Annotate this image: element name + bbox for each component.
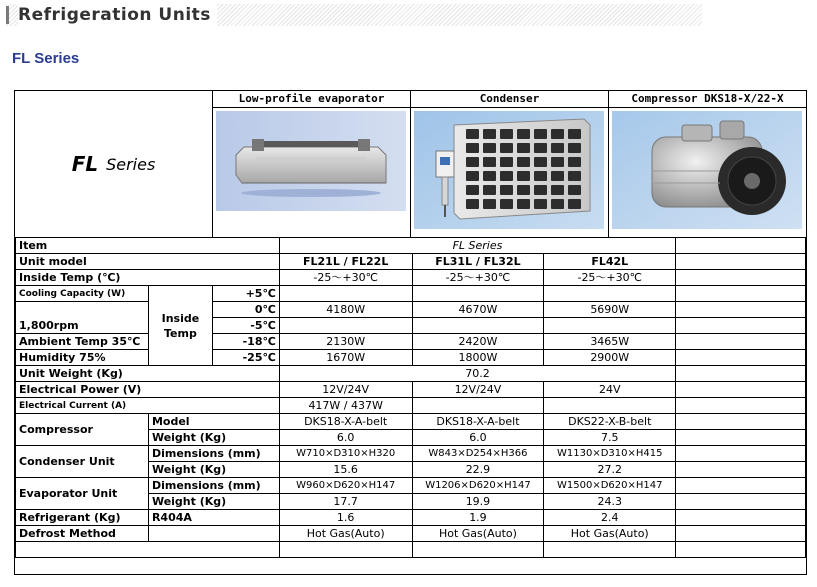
capacity-cell: 1800W	[412, 350, 544, 366]
refrigerant-cell: 1.9	[412, 510, 544, 526]
compressor-column	[609, 91, 806, 237]
compressor-weight-cell: 6.0	[279, 430, 412, 446]
inside-temp-group-label: Inside Temp	[148, 286, 212, 366]
inside-temp-cell: -25～+30℃	[412, 270, 544, 286]
empty-cell	[544, 318, 676, 334]
defrost-cell: Hot Gas(Auto)	[279, 526, 412, 542]
table-row	[16, 446, 806, 462]
power-cell: 12V/24V	[412, 382, 544, 398]
condenser-dims-cell: W843×D254×H366	[412, 446, 544, 462]
condenser-label: Condenser Unit	[16, 446, 149, 478]
series-name-cell	[15, 91, 213, 237]
table-row	[16, 414, 806, 430]
weight-sub-label: Weight (Kg)	[148, 494, 279, 510]
compressor-model-cell: DKS18-X-A-belt	[412, 414, 544, 430]
ambient-label: Ambient Temp 35℃	[16, 334, 149, 350]
cooling-capacity-label: Cooling Capacity (W)	[16, 286, 149, 302]
empty-cell	[676, 254, 806, 270]
compressor-caption: Compressor DKS18-X/22-X	[609, 91, 806, 108]
page-title: Refrigeration Units	[18, 4, 217, 26]
evaporator-weight-cell: 17.7	[279, 494, 412, 510]
empty-cell	[676, 510, 806, 526]
empty-cell	[544, 542, 676, 558]
spec-sheet	[14, 90, 807, 575]
table-row	[16, 270, 806, 286]
evaporator-dims-cell: W960×D620×H147	[279, 478, 412, 494]
capacity-cell: 5690W	[544, 302, 676, 318]
table-row	[16, 286, 806, 302]
empty-cell	[412, 542, 544, 558]
empty-cell	[412, 318, 544, 334]
temp-cell: -5℃	[212, 318, 279, 334]
table-row	[16, 302, 806, 318]
defrost-label: Defrost Method	[16, 526, 149, 542]
series-label: FL Series	[279, 238, 675, 254]
empty-cell	[676, 542, 806, 558]
empty-cell	[676, 494, 806, 510]
empty-cell	[676, 302, 806, 318]
condenser-dims-cell: W710×D310×H320	[279, 446, 412, 462]
weight-sub-label: Weight (Kg)	[148, 462, 279, 478]
evaporator-dims-cell: W1206×D620×H147	[412, 478, 544, 494]
empty-cell	[676, 238, 806, 254]
rpm-label: 1,800rpm	[16, 302, 149, 334]
condenser-dims-cell: W1130×D310×H415	[544, 446, 676, 462]
temp-cell: -25℃	[212, 350, 279, 366]
capacity-cell: 2130W	[279, 334, 412, 350]
empty-cell	[676, 366, 806, 382]
empty-cell	[279, 542, 412, 558]
power-label: Electrical Power (V)	[16, 382, 280, 398]
capacity-cell: 4180W	[279, 302, 412, 318]
empty-cell	[676, 270, 806, 286]
series-name-small: Series	[106, 154, 156, 174]
evaporator-photo	[216, 111, 407, 229]
compressor-label: Compressor	[16, 414, 149, 446]
heading-bar	[6, 6, 9, 24]
inside-temp-label: Inside Temp (℃)	[16, 270, 280, 286]
empty-cell	[676, 446, 806, 462]
capacity-cell: 4670W	[412, 302, 544, 318]
empty-cell	[16, 542, 280, 558]
unit-weight-value: 70.2	[279, 366, 675, 382]
condenser-weight-cell: 27.2	[544, 462, 676, 478]
defrost-cell: Hot Gas(Auto)	[412, 526, 544, 542]
table-row	[16, 238, 806, 254]
table-row	[16, 366, 806, 382]
compressor-model-cell: DKS18-X-A-belt	[279, 414, 412, 430]
empty-cell	[676, 526, 806, 542]
dimensions-sub-label: Dimensions (mm)	[148, 478, 279, 494]
table-row	[16, 254, 806, 270]
model-sub-label: Model	[148, 414, 279, 430]
empty-cell	[676, 414, 806, 430]
inside-temp-cell: -25～+30℃	[279, 270, 412, 286]
capacity-cell: 1670W	[279, 350, 412, 366]
empty-cell	[676, 382, 806, 398]
temp-cell: 0℃	[212, 302, 279, 318]
condenser-weight-cell: 15.6	[279, 462, 412, 478]
compressor-weight-cell: 6.0	[412, 430, 544, 446]
dimensions-sub-label: Dimensions (mm)	[148, 446, 279, 462]
temp-cell: +5℃	[212, 286, 279, 302]
model-cell: FL42L	[544, 254, 676, 270]
evaporator-label: Evaporator Unit	[16, 478, 149, 510]
table-row	[16, 350, 806, 366]
evaporator-weight-cell: 19.9	[412, 494, 544, 510]
model-cell: FL31L / FL32L	[412, 254, 544, 270]
empty-cell	[279, 286, 412, 302]
empty-cell	[148, 526, 279, 542]
empty-cell	[544, 398, 676, 414]
condenser-photo	[414, 111, 605, 229]
table-row	[16, 398, 806, 414]
humidity-label: Humidity 75%	[16, 350, 149, 366]
empty-cell	[412, 286, 544, 302]
current-label: Electrical Current (A)	[16, 398, 280, 414]
empty-cell	[676, 350, 806, 366]
current-cell: 417W / 437W	[279, 398, 412, 414]
evaporator-caption: Low-profile evaporator	[213, 91, 410, 108]
refrigerant-cell: 1.6	[279, 510, 412, 526]
power-cell: 12V/24V	[279, 382, 412, 398]
table-row	[16, 382, 806, 398]
spec-table	[15, 237, 806, 558]
temp-cell: -18℃	[212, 334, 279, 350]
unit-model-label: Unit model	[16, 254, 280, 270]
condenser-caption: Condenser	[411, 91, 608, 108]
page-heading	[6, 4, 702, 26]
condenser-weight-cell: 22.9	[412, 462, 544, 478]
defrost-cell: Hot Gas(Auto)	[544, 526, 676, 542]
series-title: FL Series	[12, 50, 80, 67]
condenser-column	[411, 91, 609, 237]
empty-cell	[676, 430, 806, 446]
evaporator-column	[213, 91, 411, 237]
table-row	[16, 334, 806, 350]
compressor-model-cell: DKS22-X-B-belt	[544, 414, 676, 430]
empty-cell	[676, 462, 806, 478]
empty-cell	[676, 318, 806, 334]
refrigerant-cell: 2.4	[544, 510, 676, 526]
capacity-cell: 2900W	[544, 350, 676, 366]
table-row	[16, 526, 806, 542]
empty-cell	[676, 286, 806, 302]
weight-sub-label: Weight (Kg)	[148, 430, 279, 446]
table-row	[16, 510, 806, 526]
power-cell: 24V	[544, 382, 676, 398]
empty-cell	[412, 398, 544, 414]
evaporator-weight-cell: 24.3	[544, 494, 676, 510]
capacity-cell: 2420W	[412, 334, 544, 350]
empty-cell	[279, 318, 412, 334]
compressor-weight-cell: 7.5	[544, 430, 676, 446]
table-row	[16, 542, 806, 558]
refrigerant-type: R404A	[148, 510, 279, 526]
evaporator-dims-cell: W1500×D620×H147	[544, 478, 676, 494]
compressor-photo	[612, 111, 803, 229]
capacity-cell: 3465W	[544, 334, 676, 350]
empty-cell	[676, 398, 806, 414]
empty-cell	[676, 478, 806, 494]
empty-cell	[676, 334, 806, 350]
inside-temp-cell: -25～+30℃	[544, 270, 676, 286]
item-label: Item	[16, 238, 280, 254]
model-cell: FL21L / FL22L	[279, 254, 412, 270]
unit-weight-label: Unit Weight (Kg)	[16, 366, 280, 382]
table-row	[16, 478, 806, 494]
refrigerant-label: Refrigerant (Kg)	[16, 510, 149, 526]
empty-cell	[544, 286, 676, 302]
series-name-big: FL	[71, 152, 99, 176]
